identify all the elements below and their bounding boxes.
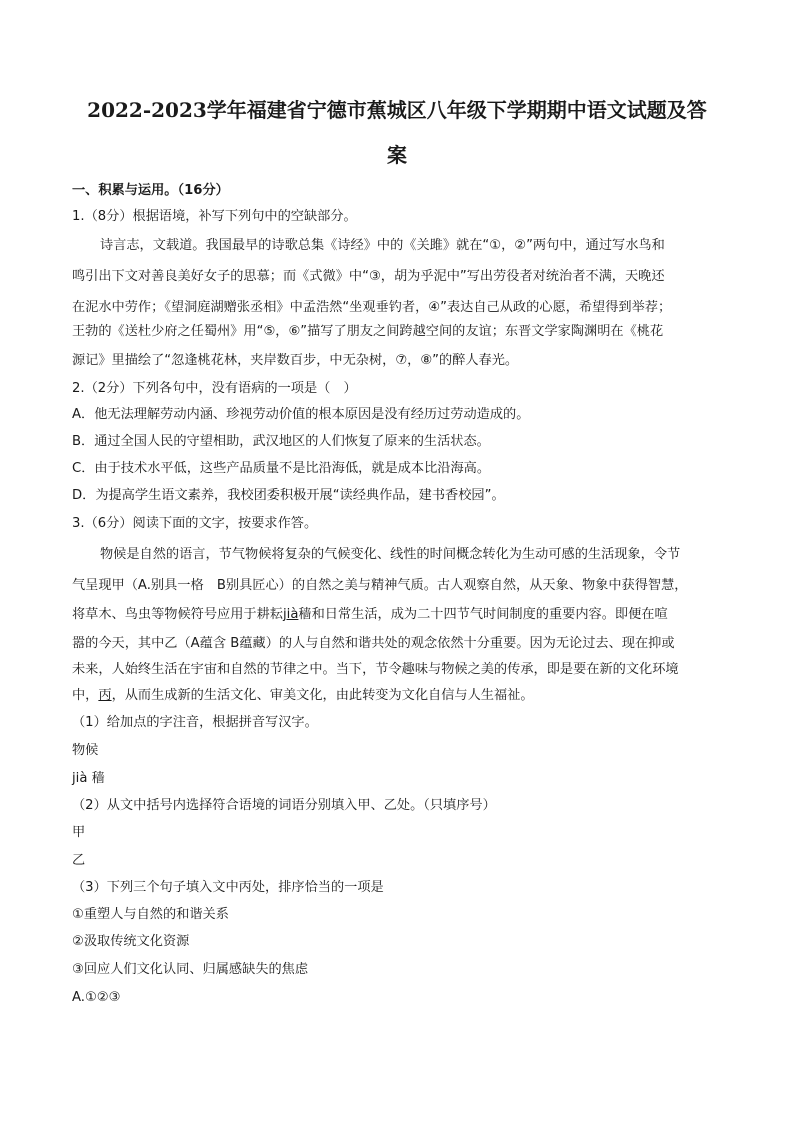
q3-passage-fragment: 将草木、鸟虫等物候符号应用于耕耘	[72, 607, 283, 622]
q3-sub3-item-2: ②汲取传统文化资源	[72, 934, 190, 949]
q3-sub3-item-1: ①重塑人与自然的和谐关系	[72, 907, 229, 922]
blank-bing: 丙	[98, 688, 112, 703]
q2-option-c: C．由于技术水平低，这些产品质量不是比沿海低，就是成本比沿海高。	[72, 461, 491, 476]
document-title-line-1: 2022-2023学年福建省宁德市蕉城区八年级下学期期中语文试题及答	[87, 98, 707, 122]
q3-passage-fragment: 中，	[72, 688, 99, 703]
section-1-heading: 一、积累与运用。（16分）	[72, 183, 229, 198]
q1-passage-line: 在泥水中劳作；《望洞庭湖赠张丞相》中孟浩然“坐观垂钓者，④”表达自己从政的心愿，希望得到举荐；	[72, 300, 672, 315]
q3-passage-line: 气呈现甲（A.别具一格 B别具匠心）的自然之美与精神气质。古人观察自然，从天象、物象中获得智慧，	[72, 578, 688, 593]
pinyin-jia-blank: jià	[283, 607, 299, 622]
q3-passage-line: 未来，人始终生活在宇宙和自然的节律之中。当下，节令趣味与物候之美的传承，即是要在新的文化环境	[72, 662, 679, 677]
q3-sub1-item-wuhou: 物候	[72, 743, 99, 758]
document-title-line-2: 案	[387, 143, 407, 167]
q3-passage-line	[72, 686, 534, 706]
q2-option-d: D．为提高学生语文素养，我校团委积极开展“读经典作品，建书香校园”。	[72, 488, 505, 503]
q2-option-a: A．他无法理解劳动内涵、珍视劳动价值的根本原因是没有经历过劳动造成的。	[72, 407, 530, 422]
q3-passage-fragment: ，从而生成新的生活文化、审美文化，由此转变为文化自信与人生福祉。	[111, 688, 534, 703]
q1-stem: 1.（8分）根据语境，补写下列句中的空缺部分。	[72, 209, 357, 224]
q1-passage-line: 源记》里描绘了“忽逢桃花林，夹岸数百步，中无杂树，⑦，⑧”的醉人春光。	[72, 353, 519, 368]
q3-sub3-option-a: A.①②③	[72, 990, 121, 1005]
q3-sub3-item-3: ③回应人们文化认同、归属感缺失的焦虑	[72, 962, 309, 977]
q2-option-b: B．通过全国人民的守望相助，武汉地区的人们恢复了原来的生活状态。	[72, 434, 490, 449]
q1-passage-line: 王勃的《送杜少府之任蜀州》用“⑤，⑥”描写了朋友之间跨越空间的友谊；东晋文学家陶渊明在《桃花	[72, 324, 664, 339]
q3-passage-line: 物候是自然的语言，节气物候将复杂的气候变化、线性的时间概念转化为生动可感的生活现象，令节	[100, 547, 681, 562]
q3-sub2-item-jia: 甲	[72, 825, 86, 840]
char-se: 穑	[91, 771, 105, 786]
q3-stem: 3.（6分）阅读下面的文字，按要求作答。	[72, 516, 318, 531]
q3-passage-line	[72, 605, 668, 625]
pinyin-jia: jià	[72, 771, 88, 786]
q2-stem: 2.（2分）下列各句中，没有语病的一项是（ ）	[72, 381, 357, 396]
q1-passage-line: 鸣引出下文对善良美好女子的思慕；而《式微》中“③，胡为乎泥中”写出劳役者对统治者不满，天晚还	[72, 269, 665, 284]
q3-sub1-item-jia	[72, 769, 105, 789]
q3-sub2-item-yi: 乙	[72, 853, 86, 868]
q1-passage-line: 诗言志，文载道。我国最早的诗歌总集《诗经》中的《关雎》就在“①，②”两句中，通过写水鸟和	[100, 238, 665, 253]
q3-sub2-stem: （2）从文中括号内选择符合语境的词语分别填入甲、乙处。（只填序号）	[72, 798, 496, 813]
q3-sub3-stem: （3）下列三个句子填入文中丙处，排序恰当的一项是	[72, 880, 384, 895]
q3-passage-line: 嚣的今天，其中乙（A蕴含 B蕴藏）的人与自然和谐共处的观念依然十分重要。因为无论过去、现在抑或	[72, 636, 675, 651]
q3-sub1-stem: （1）给加点的字注音，根据拼音写汉字。	[72, 715, 318, 730]
q3-passage-fragment: 穑和日常生活，成为二十四节气时间制度的重要内容。即便在喧	[298, 607, 668, 622]
